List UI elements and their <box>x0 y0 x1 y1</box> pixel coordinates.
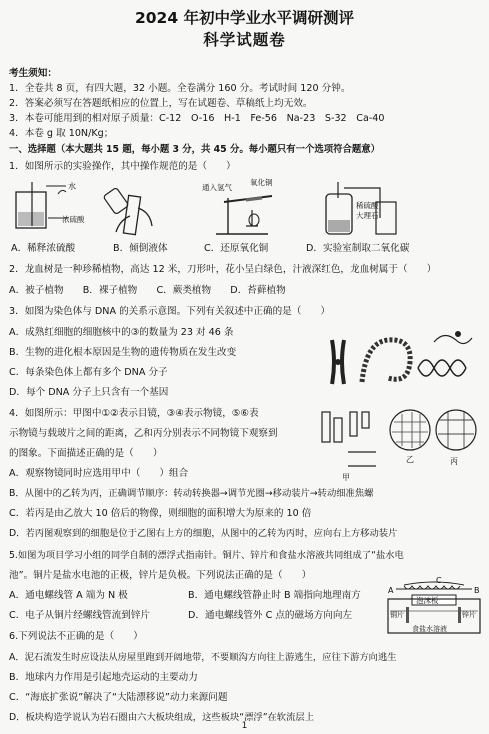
q4-option-d: D．若丙图观察到的细胞是位于乙图右上方的细胞，从图中的乙转为丙时，应向右上方移动装片 <box>9 528 398 539</box>
q5-fig-copper-label: 铜片 <box>390 611 404 619</box>
q1-figure-c <box>198 178 286 240</box>
q2-stem: 2．龙血树是一种珍稀植物，高达 12 米，刀形叶，花小呈白绿色，汁液深红色，龙血树属于（ ） <box>9 264 437 275</box>
q4-line-2: 示物镜与载玻片之间的距离，乙和丙分别表示不同物镜下观察到 <box>9 428 278 439</box>
q1-option-d: D．实验室制取二氧化碳 <box>306 243 410 254</box>
q3-option-b: B．生物的进化根本原因是生物的遗传物质在发生改变 <box>9 347 237 358</box>
q5-line-1: 5.如图为项目学习小组的同学自制的漂浮式指南针。铜片、锌片和食盐水溶液共同组成了“盐水电 <box>9 550 404 561</box>
q1-option-a: A．稀释浓硫酸 <box>11 243 76 254</box>
q1-fig-cuo-label: 氧化铜 <box>250 178 273 187</box>
q3-chromosome-dna-figure <box>322 322 482 398</box>
q5-option-b: B．通电螺线管静止时 B 端指向地理南方 <box>188 590 361 601</box>
q5-option-d: D．通电螺线管外 C 点的磁场方向向左 <box>188 610 353 621</box>
q4-fig-jia-label: 甲 <box>342 473 350 482</box>
q1-fig-acid-label: 浓硫酸 <box>62 215 85 224</box>
q3-option-d: D．每个 DNA 分子上只含有一个基因 <box>9 387 169 398</box>
q1-fig-marble-label: 大理石 <box>356 211 379 220</box>
q4-option-c: C．若丙是由乙放大 10 倍后的物像，则细胞的面积增大为原来的 10 倍 <box>9 508 312 519</box>
q3-stem: 3．如图为染色体与 DNA 的关系示意图。下列有关叙述中正确的是（ ） <box>9 306 331 317</box>
q1-fig-gas-label: 通入氢气 <box>202 183 232 192</box>
page-number: 1 <box>241 721 248 731</box>
q1-fig-hcl-label: 稀硫酸 <box>356 201 379 210</box>
q4-fig-bing-label: 丙 <box>450 457 458 466</box>
q1-figure-d <box>320 178 410 240</box>
note-4: 4．本卷 g 取 10N/Kg； <box>9 128 114 139</box>
q5-compass-figure <box>384 575 484 635</box>
section-heading: 一、选择题（本大题共 15 题，每小题 3 分，共 45 分。每小题只有一个选项符合题意） <box>9 144 380 155</box>
q1-stem: 1．如图所示的实验操作，其中操作规范的是（ ） <box>9 161 236 172</box>
q3-option-a: A．成熟红细胞的细胞核中的③的数量为 23 对 46 条 <box>9 327 234 338</box>
q5-fig-brine-label: 食盐水溶液 <box>412 625 447 633</box>
note-1: 1．全卷共 8 页，有四大题，32 小题。全卷满分 160 分。考试时间 120 分钟。 <box>9 83 351 94</box>
q6-option-c: C．“海底扩张说”解决了“大陆漂移说”动力来源问题 <box>9 692 228 703</box>
q1-option-b: B．倾倒液体 <box>113 243 168 254</box>
q3-option-c: C．每条染色体上都有多个 DNA 分子 <box>9 367 168 378</box>
q5-fig-foam-label: 泡沫板 <box>416 596 439 605</box>
exam-title: 2024 年初中学业水平调研测评 <box>134 9 355 27</box>
q5-fig-c-label: C <box>436 576 442 585</box>
q6-stem: 6.下列说法不正确的是（ ） <box>9 631 143 642</box>
q4-line-1: 4．如图所示：甲图中①②表示目镜，③④表示物镜，⑤⑥表 <box>9 408 259 419</box>
q5-fig-a-label: A <box>388 586 394 595</box>
notes-heading: 考生须知： <box>9 68 57 79</box>
q6-option-a: A．泥石流发生时应设法从房屋里跑到开阔地带，不要顺沟方向往上游逃生，应往下游方向逃生 <box>9 652 397 663</box>
q5-fig-zinc-label: 锌片 <box>462 611 476 619</box>
q4-option-b: B．从图中的乙转为丙，正确调节顺序：转动转换器→调节光圈→移动装片→转动细准焦螺 <box>9 488 374 499</box>
q5-option-a: A．通电螺线管 A 端为 N 极 <box>9 590 128 601</box>
q4-microscope-figure <box>318 404 484 488</box>
q2-options: A．被子植物 B．裸子植物 C．蕨类植物 D．苔藓植物 <box>9 285 286 296</box>
q6-option-b: B．地球内力作用是引起地壳运动的主要动力 <box>9 672 198 683</box>
q1-figure-a <box>10 178 90 236</box>
exam-subtitle: 科学试题卷 <box>203 31 286 49</box>
q1-figure-b <box>100 186 160 238</box>
q1-option-c: C．还原氧化铜 <box>204 243 269 254</box>
q4-line-3: 的图象。下面描述正确的是（ ） <box>9 448 163 459</box>
q4-option-a: A．观察物镜同时应选用甲中（ ）组合 <box>9 468 189 479</box>
q6-option-d: D．板块构造学说认为岩石圈由六大板块组成，这些板块“漂浮”在软流层上 <box>9 712 314 723</box>
q5-option-c: C．电子从铜片经螺线管流到锌片 <box>9 610 151 621</box>
note-3: 3．本卷可能用到的相对原子质量：C-12 O-16 H-1 Fe-56 Na-23 S-32 Ca-40 <box>9 113 385 124</box>
q5-line-2: 池”。铜片是盐水电池的正极，锌片是负极。下列说法正确的是（ ） <box>9 570 312 581</box>
q4-fig-yi-label: 乙 <box>406 455 414 464</box>
q5-fig-b-label: B <box>474 586 480 595</box>
note-2: 2．答案必须写在答题纸相应的位置上，写在试题卷、草稿纸上均无效。 <box>9 98 313 109</box>
q1-fig-water-label: 水 <box>68 182 76 191</box>
